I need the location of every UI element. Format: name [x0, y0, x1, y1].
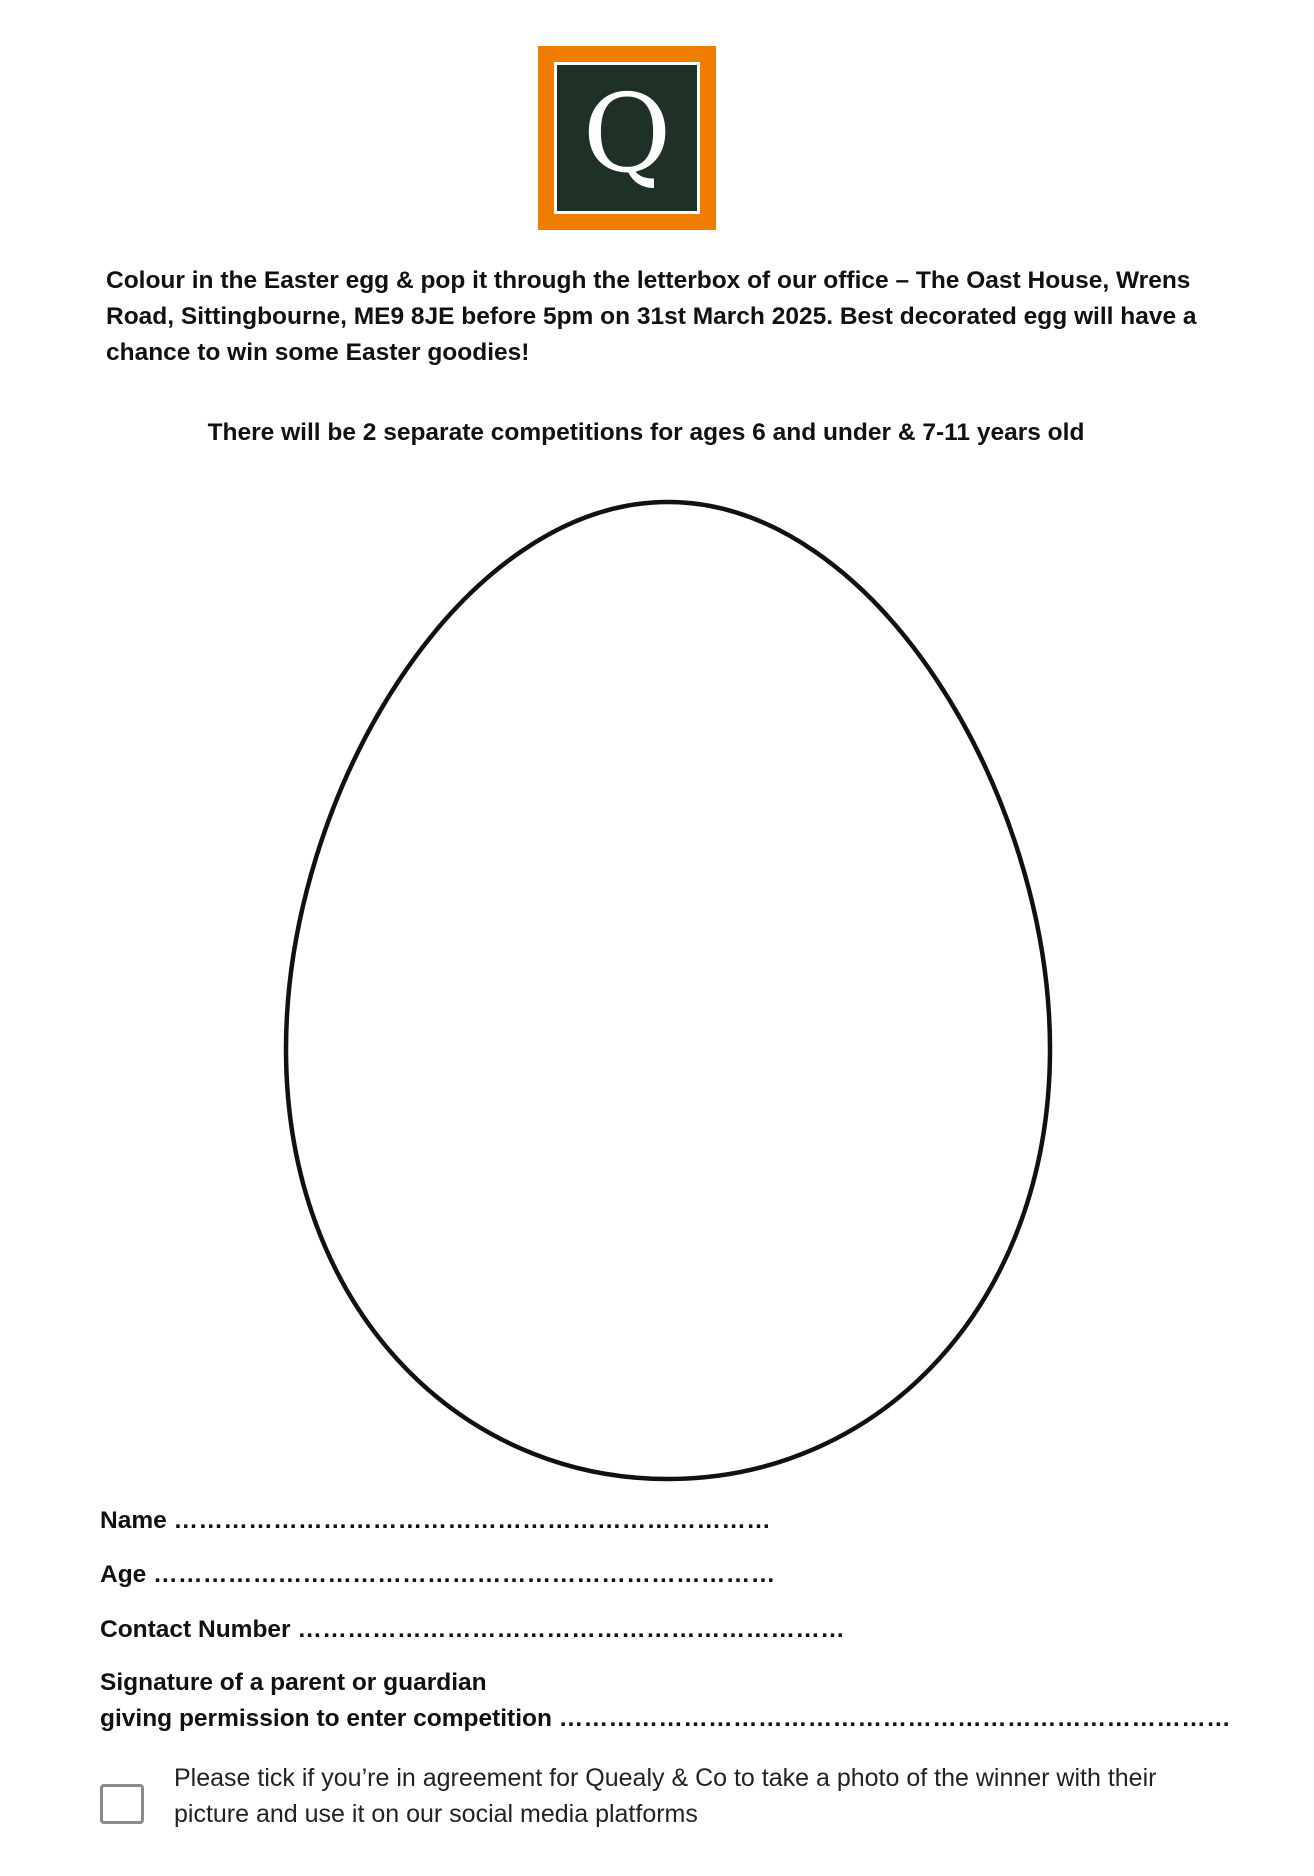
easter-egg-outline-icon[interactable] — [276, 494, 1060, 1490]
intro-text: Colour in the Easter egg & pop it through the letterbox of our office – The Oast House, Wrens Road, Sittingbourne, ME9 8JE before 5pm on 31st March 2025. Best decorated egg will have a chance to win some Easter goodies! — [106, 267, 1197, 366]
signature-label-line1: Signature of a parent or guardian — [100, 1669, 487, 1696]
contact-number-field[interactable] — [100, 1612, 845, 1648]
logo-panel — [554, 62, 700, 214]
contact-number-label: Contact Number — [100, 1616, 291, 1643]
age-label: Age — [100, 1561, 147, 1588]
company-logo — [538, 46, 716, 230]
contact-number-input-line[interactable]: ………………………………………………………… — [297, 1616, 846, 1643]
age-input-line[interactable]: ………………………………………………………………… — [153, 1561, 776, 1588]
signature-field[interactable] — [100, 1701, 1231, 1737]
consent-checkbox[interactable] — [100, 1784, 144, 1824]
name-label: Name — [100, 1507, 167, 1534]
name-input-line[interactable]: ……………………………………………………………… — [173, 1507, 772, 1534]
signature-input-line[interactable]: ……………………………………………………………………… — [558, 1705, 1232, 1732]
name-field[interactable] — [100, 1503, 771, 1539]
consent-text: Please tick if you’re in agreement for Quealy & Co to take a photo of the winner with their picture and use it on our social media platforms — [174, 1764, 1157, 1828]
age-field[interactable] — [100, 1557, 776, 1593]
logo-letter: Q — [582, 72, 672, 197]
egg-outline — [286, 502, 1050, 1479]
competition-subtitle: There will be 2 separate competitions for ages 6 and under & 7-11 years old — [207, 419, 1085, 446]
signature-label-line2: giving permission to enter competition — [100, 1705, 552, 1732]
